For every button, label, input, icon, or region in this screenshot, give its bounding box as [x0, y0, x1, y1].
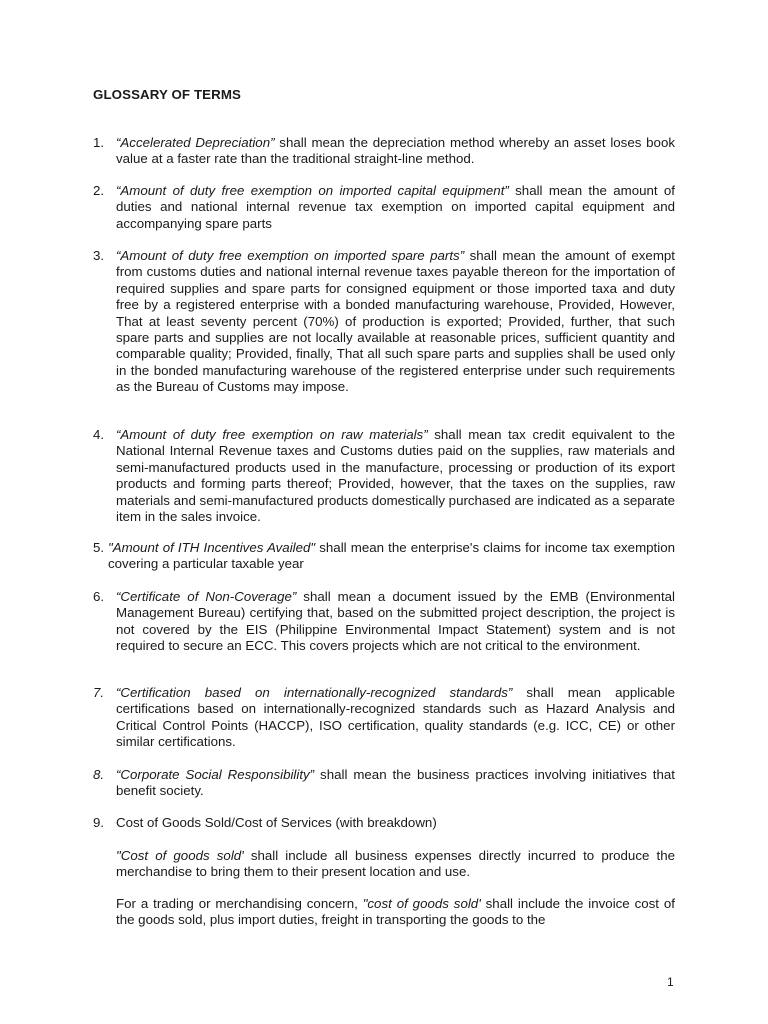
item-definition: shall mean the depreciation method whereby an asset loses book value at a faster rate than the traditional straight-line method. [116, 135, 675, 167]
item-number: 9. [93, 815, 105, 830]
item-term: “Amount of duty free exemption on raw materials” [116, 427, 428, 442]
item-definition: shall mean a document issued by the EMB (Environmental Management Bureau) certifying that, based on the submitted project description, the project is not covered by the EIS (Philippine Environmental Impact Statement) system and is not required to secure an ECC. This covers projects which are not critical to the environment. [116, 589, 675, 654]
page-number: 1 [667, 975, 674, 989]
body-paragraph [116, 896, 675, 929]
item-body [116, 589, 675, 655]
glossary-item [93, 589, 675, 655]
paragraph-lead: For a trading or merchandising concern, [116, 896, 363, 911]
glossary-item [93, 135, 675, 168]
item-body [116, 135, 675, 168]
item-term: "Amount of ITH Incentives Availed" [108, 540, 316, 555]
item-body [116, 815, 675, 831]
item-term: “Amount of duty free exemption on imported spare parts” [116, 248, 465, 263]
item-term: “Certification based on internationally-recognized standards” [116, 685, 513, 700]
item-body [116, 248, 675, 396]
glossary-item [93, 248, 675, 396]
glossary-item [93, 767, 675, 800]
item-body [116, 685, 675, 751]
body-paragraph [116, 848, 675, 881]
paragraph-text: shall include all business expenses directly incurred to produce the merchandise to bring them to their present location and use. [116, 848, 675, 880]
glossary-item [93, 540, 675, 573]
item-number: 5. [93, 540, 105, 555]
glossary-item [93, 183, 675, 232]
item-number: 8. [93, 767, 105, 782]
paragraph-term: "cost of goods sold' [362, 896, 481, 911]
item-number: 7. [93, 685, 105, 700]
item-number: 4. [93, 427, 105, 442]
item-term: “Certificate of Non-Coverage” [116, 589, 297, 604]
item-body [116, 767, 675, 800]
item-definition: shall mean the amount of duties and national internal revenue tax exemption on imported capital equipment and accompanying spare parts [116, 183, 675, 231]
paragraph-text: shall include the invoice cost of the goods sold, plus import duties, freight in transporting the goods to the [116, 896, 675, 928]
item-definition: Cost of Goods Sold/Cost of Services (with breakdown) [116, 815, 437, 830]
item-term: “Accelerated Depreciation” [116, 135, 275, 150]
item-number: 6. [93, 589, 105, 604]
item-definition: shall mean the enterprise's claims for income tax exemption covering a particular taxable year [108, 540, 675, 572]
item-definition: shall mean applicable certifications based on internationally-recognized standards such as Hazard Analysis and Critical Control Points (HACCP), ISO certification, quality standards (e.g. ICC, CE) or other similar certifications. [116, 685, 676, 750]
page-title: GLOSSARY OF TERMS [93, 87, 241, 102]
item-number: 1. [93, 135, 105, 150]
paragraph-term: "Cost of goods sold' [116, 848, 244, 863]
item-definition: shall mean tax credit equivalent to the National Internal Revenue taxes and Customs duties paid on the supplies, raw materials and semi-manufactured products used in the manufacture, processing or production of its export products and forming parts thereof; Provided, however, that the taxes on the supplies, raw materials and semi-manufactured products domestically purchased are indicated as a separate item in the sales invoice. [116, 427, 676, 525]
glossary-item [93, 427, 675, 525]
item-body [108, 540, 675, 573]
item-number: 3. [93, 248, 105, 263]
glossary-item [93, 815, 675, 831]
item-term: “Corporate Social Responsibility” [116, 767, 315, 782]
item-definition: shall mean the business practices involving initiatives that benefit society. [116, 767, 675, 799]
item-term: “Amount of duty free exemption on imported capital equipment” [116, 183, 509, 198]
item-body [116, 183, 675, 232]
item-number: 2. [93, 183, 105, 198]
glossary-item [93, 685, 675, 751]
item-body [116, 427, 675, 525]
item-definition: shall mean the amount of exempt from customs duties and national internal revenue taxes payable thereon for the importation of required supplies and spare parts for consigned equipment or those imported taxa and duty free by a registered enterprise with a bonded manufacturing warehouse, Provided, However, That at least seventy percent (70%) of production is exported; Provided, further, that such spare parts and supplies are not locally available at reasonable prices, sufficient quantity and comparable quality; Provided, finally, That all such spare parts and supplies shall be used only in the bonded manufacturing warehouse of the registered enterprise under such requirements as the Bureau of Customs may impose. [116, 248, 675, 395]
